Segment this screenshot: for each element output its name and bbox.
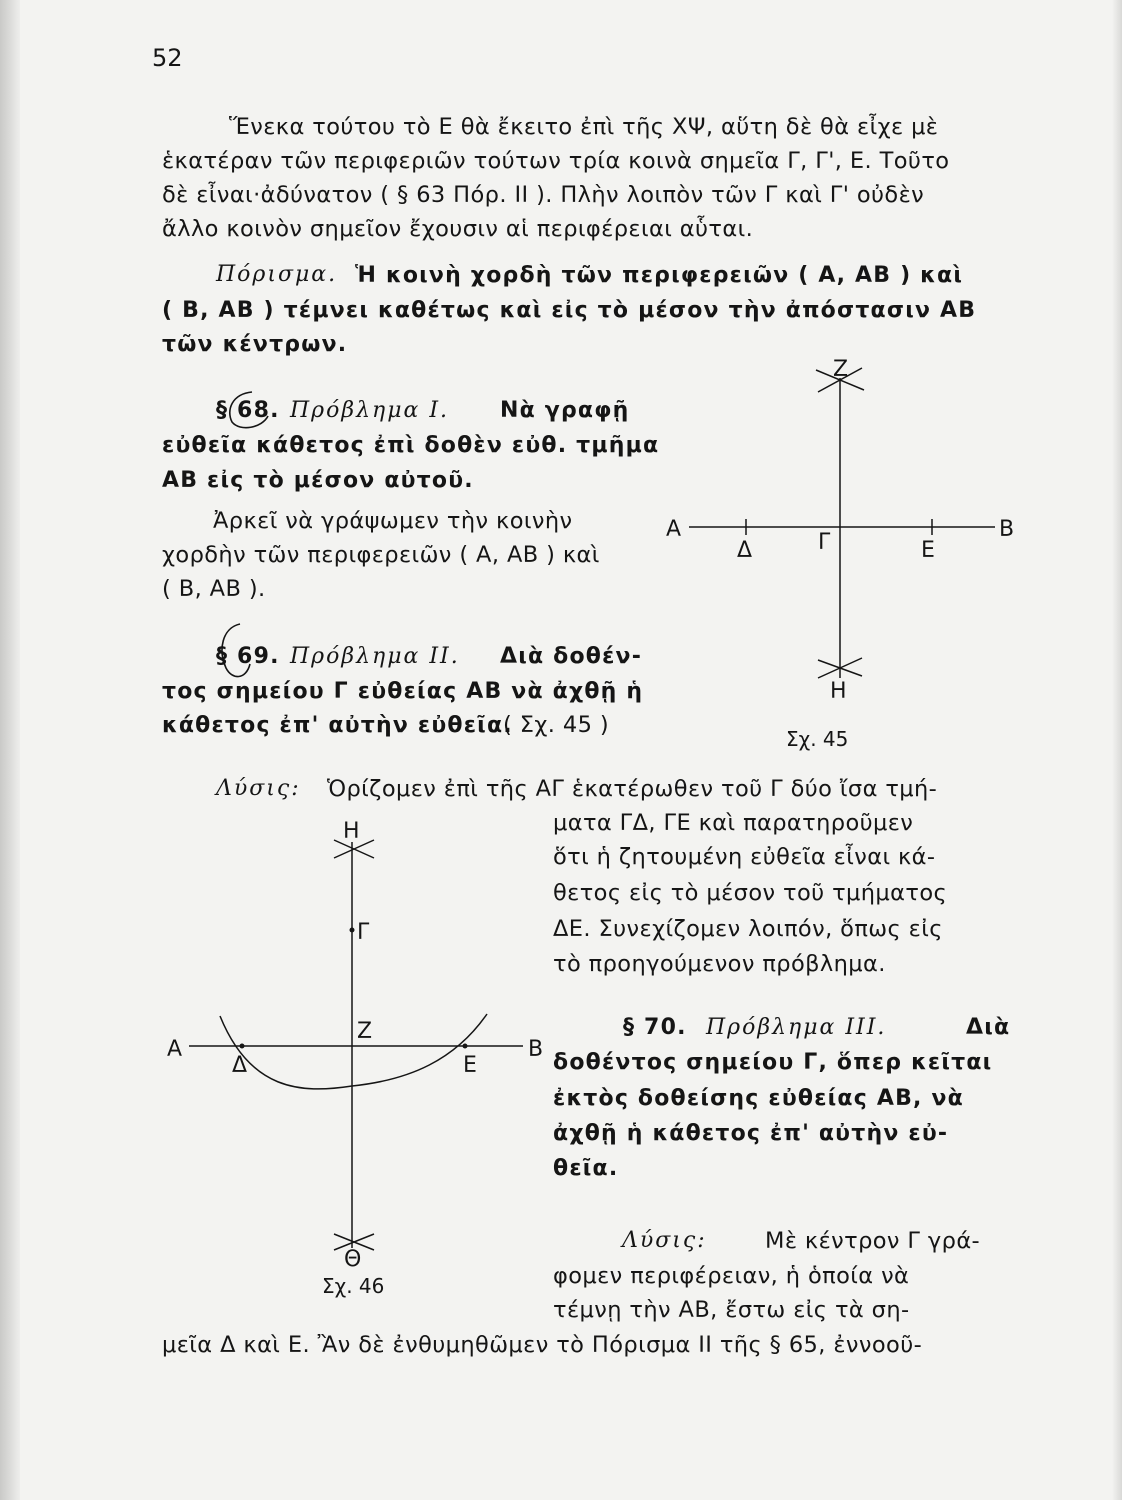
fig45-label-right: Β xyxy=(999,517,1015,542)
fig46-point-g xyxy=(350,928,355,933)
solution-line: χορδὴν τῶν περιφερειῶν ( Α, ΑΒ ) καὶ xyxy=(162,542,600,568)
fig46-label-right: Β xyxy=(528,1037,544,1062)
fig46-label-bottom: Θ xyxy=(344,1247,362,1272)
fig45-label-center: Γ xyxy=(818,530,831,555)
statement-line: ΑΒ εἰς τὸ μέσον αὐτοῦ. xyxy=(162,468,474,493)
fig46-label-point: Γ xyxy=(357,920,370,945)
statement-line: ἐκτὸς δοθείσης εὐθείας ΑΒ, νὰ xyxy=(553,1086,964,1111)
porisma-heading: Πόρισμα. xyxy=(216,262,338,287)
solution-line: ΔΕ. Συνεχίζομεν λοιπόν, ὅπως εἰς xyxy=(553,916,943,942)
fig45-caption: Σχ. 45 xyxy=(786,727,849,751)
section-number: § 70. xyxy=(623,1015,687,1040)
fig46-label-p2: Ε xyxy=(463,1053,477,1078)
fig45-label-left: Α xyxy=(666,517,682,542)
solution-line: τέμνῃ τὴν ΑΒ, ἔστω εἰς τὰ ση- xyxy=(553,1297,910,1323)
fig45-label-p1: Δ xyxy=(737,538,753,563)
statement-line: Διὰ δοθέν- xyxy=(500,644,643,669)
section-number: § 69. xyxy=(216,644,280,669)
fig46-point-e xyxy=(463,1044,468,1049)
statement-line: τος σημείου Γ εὐθείας ΑΒ νὰ ἀχθῇ ἡ xyxy=(162,679,644,704)
solution-line: Ἀρκεῖ νὰ γράψωμεν τὴν κοινὴν xyxy=(213,508,573,534)
page-number: 52 xyxy=(152,44,183,72)
statement-line: Διὰ xyxy=(966,1015,1011,1040)
statement-line: θεῖα. xyxy=(553,1156,619,1181)
solution-line: Μὲ κέντρον Γ γρά- xyxy=(765,1228,981,1254)
fig46-caption: Σχ. 46 xyxy=(322,1274,385,1298)
text-line: ἑκατέραν τῶν περιφεριῶν τούτων τρία κοινὰ σημεῖα Γ, Γ', Ε. Τοῦτο xyxy=(162,148,950,174)
statement-line: δοθέντος σημείου Γ, ὅπερ κεῖται xyxy=(553,1050,993,1075)
statement-line: ἀχθῇ ἡ κάθετος ἐπ' αὐτὴν εὐ- xyxy=(553,1121,949,1146)
porisma-line: τῶν κέντρων. xyxy=(162,332,348,357)
solution-line: τὸ προηγούμενον πρόβλημα. xyxy=(553,951,886,977)
statement-line: κάθετος ἐπ' αὐτὴν εὐθεῖα. xyxy=(162,713,513,738)
problem-title: Πρόβλημα ΙΙΙ. xyxy=(706,1015,887,1040)
porisma-line: ( Β, ΑΒ ) τέμνει καθέτως καὶ εἰς τὸ μέσον τὴν ἀπόστασιν ΑΒ xyxy=(162,298,977,323)
figure-reference: ( Σχ. 45 ) xyxy=(503,712,610,738)
solution-line: Ὁρίζομεν ἐπὶ τῆς ΑΓ ἑκατέρωθεν τοῦ Γ δύο ἴσα τμή- xyxy=(327,776,938,802)
solution-line: θετος εἰς τὸ μέσον τοῦ τμήματος xyxy=(553,880,948,906)
fig46-label-left: Α xyxy=(167,1037,183,1062)
solution-line: ματα ΓΔ, ΓΕ καὶ παρατηροῦμεν xyxy=(553,810,914,836)
fig45-label-p2: Ε xyxy=(921,538,935,563)
text-line: δὲ εἶναι·ἀδύνατον ( § 63 Πόρ. ΙΙ ). Πλὴν λοιπὸν τῶν Γ καὶ Γ' οὐδὲν xyxy=(162,182,925,208)
solution-label: Λύσις: xyxy=(216,776,301,801)
section-number: § 68. xyxy=(216,398,280,423)
fig46-point-d xyxy=(240,1044,245,1049)
fig45-label-bottom: Η xyxy=(830,679,847,704)
solution-line: φομεν περιφέρειαν, ἡ ὁποία νὰ xyxy=(553,1263,910,1289)
solution-line: μεῖα Δ καὶ Ε. Ἂν δὲ ἐνθυμηθῶμεν τὸ Πόρισμα ΙΙ τῆς § 65, ἐννοοῦ- xyxy=(162,1332,923,1358)
text-line: ἄλλο κοινὸν σημεῖον ἔχουσιν αἱ περιφέρειαι αὗται. xyxy=(162,216,754,242)
solution-label: Λύσις: xyxy=(622,1228,707,1253)
fig46-circle-arc xyxy=(220,1014,487,1089)
solution-line: ὅτι ἡ ζητουμένη εὐθεῖα εἶναι κά- xyxy=(553,844,936,870)
fig45-label-top: Ζ xyxy=(833,357,849,382)
porisma-line: Ἡ κοινὴ χορδὴ τῶν περιφερειῶν ( Α, ΑΒ ) καὶ xyxy=(355,263,964,288)
text-line: Ἕνεκα τούτου τὸ Ε θὰ ἔκειτο ἐπὶ τῆς ΧΨ, αὕτη δὲ θὰ εἶχε μὲ xyxy=(229,114,939,140)
fig46-label-mid: Ζ xyxy=(357,1019,373,1044)
solution-line: ( Β, ΑΒ ). xyxy=(162,576,266,602)
fig46-label-top: Η xyxy=(343,819,360,844)
statement-line: Νὰ γραφῇ xyxy=(500,398,630,423)
problem-title: Πρόβλημα ΙΙ. xyxy=(290,644,460,669)
problem-title: Πρόβλημα Ι. xyxy=(290,398,450,423)
statement-line: εὐθεῖα κάθετος ἐπὶ δοθὲν εὐθ. τμῆμα xyxy=(162,433,660,458)
fig46-label-p1: Δ xyxy=(232,1053,248,1078)
